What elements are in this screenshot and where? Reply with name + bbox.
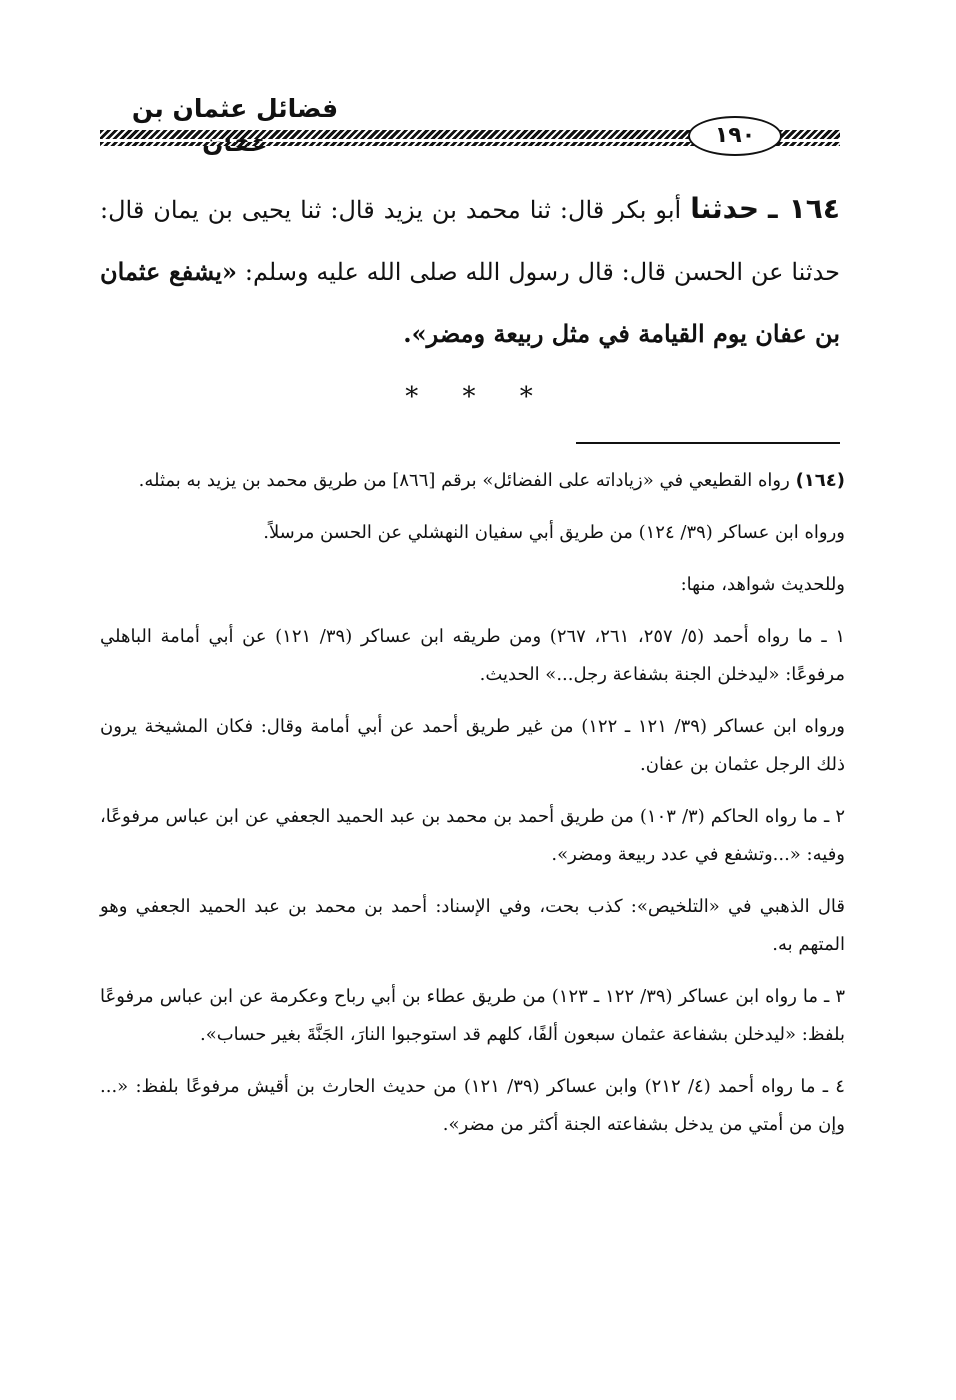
footnote-rule bbox=[576, 442, 840, 444]
footnote-paragraph: ورواه ابن عساكر (٣٩/ ١٢١ ـ ١٢٢) من غير طريق أحمد عن أبي أمامة وقال: فكان المشيخة يرون ذلك الرجل عثمان بن عفان. bbox=[100, 716, 845, 775]
hadith-number: ١٦٤ ـ bbox=[768, 192, 840, 225]
hadith-opening: حدثنا bbox=[690, 192, 759, 225]
footnote-paragraph: ٢ ـ ما رواه الحاكم (٣/ ١٠٣) من طريق أحمد بن محمد بن عبد الحميد الجعفي عن ابن عباس مرفوعًا، وفيه: «...وتشفع في عدد ربيعة ومضر». bbox=[100, 806, 845, 865]
footnote-paragraph: قال الذهبي في «التلخيص»: كذب بحت، وفي الإسناد: أحمد بن محمد بن عبد الحميد الجعفي وهو المتهم به. bbox=[100, 896, 845, 955]
footnote-marker: (١٦٤) bbox=[795, 470, 845, 491]
hadith-matn: «يشفع عثمان بن عفان يوم القيامة في مثل ربيعة ومضر». bbox=[100, 257, 840, 348]
hadith-isnad: أبو بكر قال: ثنا محمد بن يزيد قال: ثنا يحيى بن يمان قال: حدثنا عن الحسن قال: قال رسول الله صلى الله عليه وسلم: bbox=[100, 196, 840, 286]
footnote-text: رواه القطيعي في «زياداته على الفضائل» برقم [٨٦٦] من طريق محمد بن يزيد به بمثله. bbox=[138, 470, 790, 491]
footnotes bbox=[100, 462, 845, 1158]
footnote-paragraph: وللحديث شواهد، منها: bbox=[680, 574, 845, 595]
footnote-first bbox=[100, 462, 845, 500]
hadith-text bbox=[100, 178, 840, 365]
footnote-paragraph: ٣ ـ ما رواه ابن عساكر (٣٩/ ١٢٢ ـ ١٢٣) من طريق عطاء بن أبي رباح وعكرمة عن ابن عباس مرفوعًا بلفظ: «ليدخلن بشفاعة عثمان سبعون ألفًا، كلهم قد استوجبوا النارَ، الجَنَّةَ بغير حساب». bbox=[100, 986, 845, 1045]
page-number: ١٩٠ bbox=[688, 116, 782, 156]
section-separator: * * * bbox=[405, 382, 551, 412]
footnote-paragraph: ٤ ـ ما رواه أحمد (٤/ ٢١٢) وابن عساكر (٣٩/ ١٢١) من حديث الحارث بن أقيش مرفوعًا بلفظ: «... وإن من أمتي من يدخل بشفاعته الجنة أكثر من مضر». bbox=[100, 1076, 845, 1135]
running-title: فضائل عثمان بن bbox=[131, 94, 339, 123]
footnote-paragraph: ورواه ابن عساكر (٣٩/ ١٢٤) من طريق أبي سفيان النهشلي عن الحسن مرسلاً. bbox=[263, 522, 845, 543]
footnote-paragraph: ١ ـ ما رواه أحمد (٥/ ٢٥٧، ٢٦١، ٢٦٧) ومن طريقه ابن عساكر (٣٩/ ١٢١) عن أبي أمامة الباهلي مرفوعًا: «ليدخلن الجنة بشفاعة رجل...» الحديث. bbox=[100, 626, 845, 685]
